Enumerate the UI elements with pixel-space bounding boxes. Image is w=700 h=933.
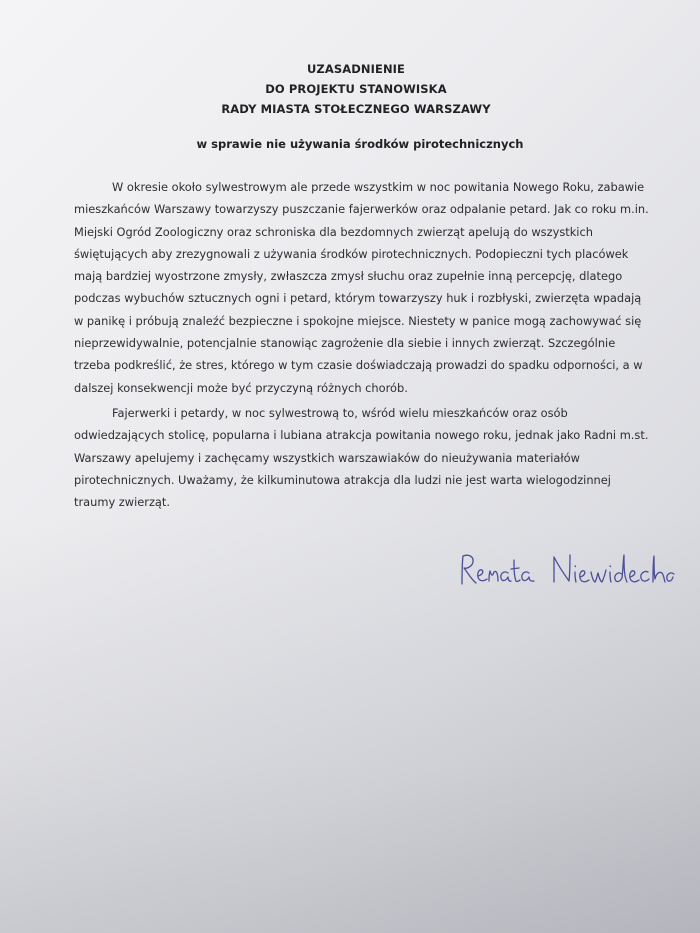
handwritten-signature: [456, 548, 676, 598]
signature-drawing: [456, 548, 676, 598]
body-paragraph-2: Fajerwerki i petardy, w noc sylwestrową to, wśród wielu mieszkańców oraz osób odwiedzających stolicę, popularna i lubiana atrakcja powitania nowego roku, jednak jako Radni m.st. Warszawy apelujemy i zachęcamy wszystkich warszawiaków do nieużywania materiałów pirotechnicznych. Uważamy, że kilkuminutowa atrakcja dla ludzi nie jest warta wielogodzinnej traumy zwierząt.: [74, 406, 649, 510]
body-paragraph-1: W okresie około sylwestrowym ale przede wszystkim w noc powitania Nowego Roku, zabawie mieszkańców Warszawy towarzyszy puszczanie fajerwerków oraz odpalanie petard. Jak co roku m.in. Miejski Ogród Zoologiczny oraz schroniska dla bezdomnych zwierząt apelują do wszystkich świętujących aby zrezygnowali z używania środków pirotechnicznych. Podopieczni tych placówek mają bardziej wyostrzone zmysły, zwłaszcza zmysł słuchu oraz zupełnie inną percepcję, dlatego podczas wybuchów sztucznych ogni i petard, którym towarzyszy huk i rozbłyski, zwierzęta wpadają w panikę i próbują znaleźć bezpieczne i spokojne miejsce. Niestety w panice mogą zachowywać się nieprzewidywalnie, potencjalnie stanowiąc zagrożenie dla siebie i innych zwierząt. Szczególnie trzeba podkreślić, że stres, którego w tym czasie doświadczają prowadzi do spadku odporności, a w dalszej konsekwencji może być przyczyną różnych chorób.: [74, 180, 649, 395]
document-subject: w sprawie nie używania środków pirotechnicznych: [196, 137, 524, 151]
document-heading-line-3: RADY MIASTA STOŁECZNEGO WARSZAWY: [221, 102, 491, 116]
document-heading-line-2: DO PROJEKTU STANOWISKA: [265, 82, 447, 96]
document-heading-line-1: UZASADNIENIE: [306, 62, 406, 76]
